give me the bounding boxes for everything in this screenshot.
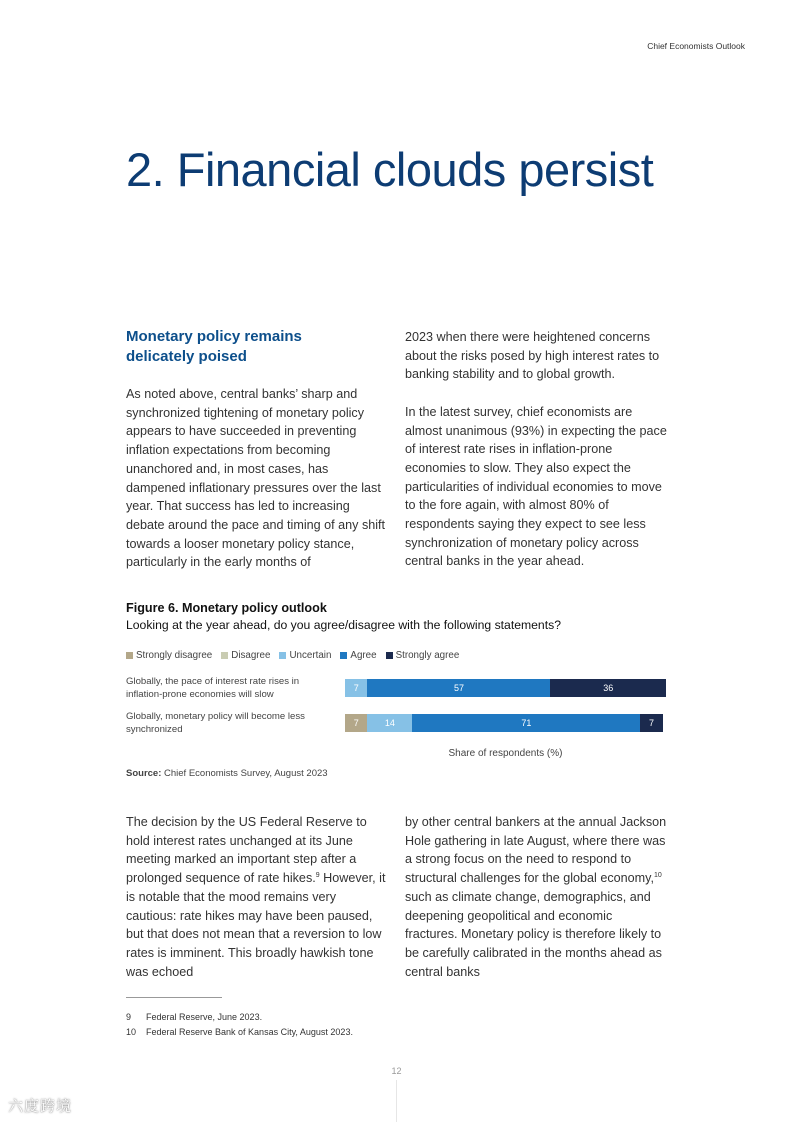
right-bottom-text: by other central bankers at the annual Jackson Hole gathering in late August, where there was a strong focus on the need to respond to structural challenges for the global economy, [405,815,667,886]
section-heading-line-1: Monetary policy remains [126,328,302,345]
legend-label: Strongly agree [395,650,460,661]
left-bottom-text-2: However, it is notable that the mood remains very cautious: rate hikes may have been paused, but that does not mean that a reversion to low rates is imminent. This broadly hawkish tone was echoed [126,871,386,979]
data-label: 7 [353,683,359,693]
watermark-logo: 六度跨境 [8,1098,73,1115]
footnote-10 [126,1027,353,1037]
legend-swatch [221,652,228,659]
chart-row [126,677,666,699]
x-axis-label: Share of respondents (%) [448,748,563,759]
figure-source [126,768,328,779]
page-number: 12 [391,1066,402,1076]
right-paragraph-2: In the latest survey, chief economists are almost unanimous (93%) in expecting the pace of interest rate rises in inflation-prone economies to slow. They also expect the particularities of individual economies to move to the fore again, with almost 80% of respondents saying they expect to see less synchronization of monetary policy across central banks in the year ahead. [405,404,667,569]
footnote-9 [126,1012,262,1022]
bar-segment [550,679,666,697]
legend-item [279,650,331,661]
bar-segment [367,714,412,732]
data-label: 71 [521,718,532,728]
footnote-ref-10[interactable]: 10 [653,871,662,879]
legend-label: Uncertain [289,650,332,661]
legend-swatch [386,652,393,659]
legend-swatch [279,652,286,659]
legend-label: Disagree [231,650,271,661]
category-label: Globally, monetary policy will become less synchronized [126,711,305,735]
footnote-text: Federal Reserve, June 2023. [146,1012,263,1022]
left-column-top [126,327,388,572]
left-bottom-text: The decision by the US Federal Reserve to hold interest rates unchanged at its June meeting marked an important step after a prolonged sequence of rate hikes. [126,815,367,886]
data-label: 36 [603,683,614,693]
right-column-top [405,328,667,571]
page-title: 2. Financial clouds persist [126,143,654,196]
bar-segment [367,679,550,697]
right-bottom-text-2: such as climate change, demographics, and deepening geopolitical and economic fractures. Monetary policy is therefore likely to be carefully calibrated in the months ahead as central banks [405,889,662,979]
stacked-bar [345,714,666,732]
chart-row [126,712,666,734]
legend-item [126,650,212,661]
legend-label: Agree [350,650,377,661]
right-column-bottom [405,813,667,981]
bar-segment [345,714,367,732]
left-column-bottom [126,813,388,981]
left-paragraph-bottom [126,813,388,981]
footnote-number: 10 [126,1027,137,1037]
legend-swatch [340,652,347,659]
bar-segment [640,714,662,732]
footnote-divider [126,997,222,998]
bar-segment [345,679,367,697]
category-label: Globally, the pace of interest rate rises in inflation-prone economies will slow [126,676,300,700]
figure-subtitle: Looking at the year ahead, do you agree/disagree with the following statements? [126,618,561,632]
chart-legend [126,650,459,661]
running-header: Chief Economists Outlook [647,41,745,51]
legend-item [386,650,460,661]
figure-title: Figure 6. Monetary policy outlook [126,601,327,615]
footnote-ref-9[interactable]: 9 [315,871,320,879]
source-text: Chief Economists Survey, August 2023 [164,768,328,779]
page-divider-line [396,1080,397,1122]
figure-6 [126,600,666,779]
section-heading-line-2: delicately poised [126,347,247,365]
footnote-number: 9 [126,1012,132,1022]
data-label: 7 [353,718,359,728]
section-heading [126,327,388,366]
right-paragraph-1: 2023 when there were heightened concerns about the risks posed by high interest rates to banking stability and to global growth. [405,330,660,382]
data-label: 57 [453,683,464,693]
data-label: 14 [384,718,395,728]
right-paragraph-bottom [405,813,667,981]
stacked-bar [345,679,666,697]
legend-item [340,650,376,661]
data-label: 7 [649,718,655,728]
legend-swatch [126,652,133,659]
footnote-text: Federal Reserve Bank of Kansas City, August 2023. [146,1027,353,1037]
bar-segment [412,714,640,732]
legend-label: Strongly disagree [136,650,213,661]
left-paragraph: As noted above, central banks’ sharp and synchronized tightening of monetary policy appears to have succeeded in preventing inflation expectations from becoming unanchored and, in most cases, has dampened inflationary pressures over the last year. That success has led to increasing debate around the pace and timing of any shift towards a looser monetary policy stance, particularly in the early months of [126,387,386,570]
legend-item [221,650,270,661]
source-label: Source: [126,768,162,779]
